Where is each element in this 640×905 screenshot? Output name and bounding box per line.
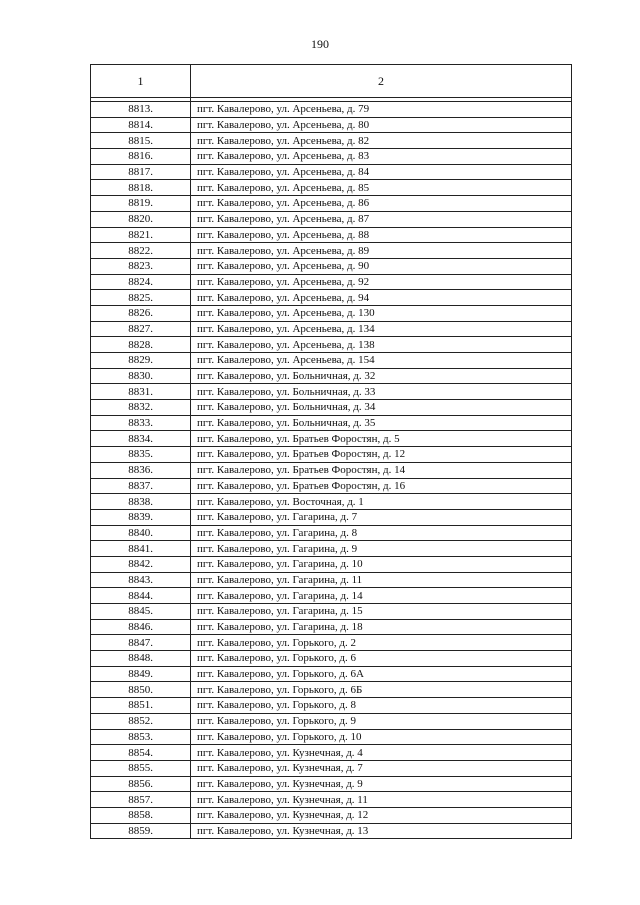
table-row xyxy=(91,258,572,274)
row-address: пгт. Кавалерово, ул. Больничная, д. 35 xyxy=(191,415,572,431)
table-row xyxy=(91,572,572,588)
row-address: пгт. Кавалерово, ул. Арсеньева, д. 134 xyxy=(191,321,572,337)
row-address: пгт. Кавалерово, ул. Горького, д. 9 xyxy=(191,713,572,729)
row-number: 8840. xyxy=(91,525,191,541)
table-row xyxy=(91,823,572,839)
row-number: 8854. xyxy=(91,745,191,761)
row-address: пгт. Кавалерово, ул. Арсеньева, д. 82 xyxy=(191,133,572,149)
row-number: 8839. xyxy=(91,509,191,525)
row-number: 8852. xyxy=(91,713,191,729)
row-address: пгт. Кавалерово, ул. Гагарина, д. 15 xyxy=(191,604,572,620)
row-number: 8837. xyxy=(91,478,191,494)
row-address: пгт. Кавалерово, ул. Гагарина, д. 14 xyxy=(191,588,572,604)
table-row xyxy=(91,149,572,165)
row-number: 8848. xyxy=(91,651,191,667)
row-address: пгт. Кавалерово, ул. Арсеньева, д. 88 xyxy=(191,227,572,243)
row-address: пгт. Кавалерово, ул. Гагарина, д. 18 xyxy=(191,619,572,635)
table-row xyxy=(91,807,572,823)
row-number: 8845. xyxy=(91,604,191,620)
table-row xyxy=(91,682,572,698)
row-number: 8857. xyxy=(91,792,191,808)
row-address: пгт. Кавалерово, ул. Горького, д. 6Б xyxy=(191,682,572,698)
table-row xyxy=(91,337,572,353)
table-row xyxy=(91,776,572,792)
table-row xyxy=(91,792,572,808)
table-row xyxy=(91,117,572,133)
row-address: пгт. Кавалерово, ул. Гагарина, д. 9 xyxy=(191,541,572,557)
page-number: 190 xyxy=(311,37,329,51)
header-column-number: 1 xyxy=(91,65,191,98)
row-address: пгт. Кавалерово, ул. Арсеньева, д. 94 xyxy=(191,290,572,306)
table-row xyxy=(91,274,572,290)
header-column-address: 2 xyxy=(191,65,572,98)
table-row xyxy=(91,290,572,306)
table-row xyxy=(91,604,572,620)
table-row xyxy=(91,760,572,776)
row-address: пгт. Кавалерово, ул. Гагарина, д. 10 xyxy=(191,556,572,572)
table-row xyxy=(91,353,572,369)
row-number: 8818. xyxy=(91,180,191,196)
row-number: 8834. xyxy=(91,431,191,447)
row-address: пгт. Кавалерово, ул. Арсеньева, д. 89 xyxy=(191,243,572,259)
table-row xyxy=(91,447,572,463)
table-row xyxy=(91,227,572,243)
row-number: 8855. xyxy=(91,760,191,776)
table-row xyxy=(91,180,572,196)
table-row xyxy=(91,133,572,149)
row-number: 8843. xyxy=(91,572,191,588)
table-row xyxy=(91,321,572,337)
row-number: 8826. xyxy=(91,305,191,321)
row-address: пгт. Кавалерово, ул. Арсеньева, д. 83 xyxy=(191,149,572,165)
row-address: пгт. Кавалерово, ул. Восточная, д. 1 xyxy=(191,494,572,510)
table-row xyxy=(91,211,572,227)
row-number: 8817. xyxy=(91,164,191,180)
row-address: пгт. Кавалерово, ул. Кузнечная, д. 12 xyxy=(191,807,572,823)
row-number: 8858. xyxy=(91,807,191,823)
row-address: пгт. Кавалерово, ул. Арсеньева, д. 87 xyxy=(191,211,572,227)
row-address: пгт. Кавалерово, ул. Больничная, д. 32 xyxy=(191,368,572,384)
row-number: 8819. xyxy=(91,196,191,212)
table-row xyxy=(91,619,572,635)
row-number: 8820. xyxy=(91,211,191,227)
row-number: 8859. xyxy=(91,823,191,839)
row-number: 8836. xyxy=(91,462,191,478)
row-address: пгт. Кавалерово, ул. Арсеньева, д. 79 xyxy=(191,102,572,118)
row-number: 8847. xyxy=(91,635,191,651)
row-address: пгт. Кавалерово, ул. Арсеньева, д. 154 xyxy=(191,353,572,369)
row-address: пгт. Кавалерово, ул. Горького, д. 6 xyxy=(191,651,572,667)
table-row xyxy=(91,478,572,494)
header-row xyxy=(91,65,572,98)
row-address: пгт. Кавалерово, ул. Кузнечная, д. 9 xyxy=(191,776,572,792)
row-address: пгт. Кавалерово, ул. Гагарина, д. 8 xyxy=(191,525,572,541)
table-row xyxy=(91,196,572,212)
address-table xyxy=(90,64,572,839)
table-row xyxy=(91,164,572,180)
row-number: 8832. xyxy=(91,400,191,416)
row-number: 8850. xyxy=(91,682,191,698)
row-number: 8825. xyxy=(91,290,191,306)
table-row xyxy=(91,525,572,541)
table-row xyxy=(91,666,572,682)
row-address: пгт. Кавалерово, ул. Братьев Форостян, д. 5 xyxy=(191,431,572,447)
row-number: 8849. xyxy=(91,666,191,682)
row-number: 8853. xyxy=(91,729,191,745)
row-address: пгт. Кавалерово, ул. Гагарина, д. 11 xyxy=(191,572,572,588)
row-address: пгт. Кавалерово, ул. Братьев Форостян, д. 14 xyxy=(191,462,572,478)
row-address: пгт. Кавалерово, ул. Арсеньева, д. 84 xyxy=(191,164,572,180)
row-number: 8831. xyxy=(91,384,191,400)
row-number: 8813. xyxy=(91,102,191,118)
table-row xyxy=(91,713,572,729)
row-address: пгт. Кавалерово, ул. Горького, д. 2 xyxy=(191,635,572,651)
table-row xyxy=(91,368,572,384)
table-row xyxy=(91,556,572,572)
row-number: 8851. xyxy=(91,698,191,714)
row-number: 8841. xyxy=(91,541,191,557)
row-number: 8838. xyxy=(91,494,191,510)
table-row xyxy=(91,651,572,667)
row-number: 8829. xyxy=(91,353,191,369)
row-address: пгт. Кавалерово, ул. Кузнечная, д. 4 xyxy=(191,745,572,761)
row-address: пгт. Кавалерово, ул. Арсеньева, д. 92 xyxy=(191,274,572,290)
row-address: пгт. Кавалерово, ул. Арсеньева, д. 86 xyxy=(191,196,572,212)
row-number: 8824. xyxy=(91,274,191,290)
table-row xyxy=(91,384,572,400)
table-row xyxy=(91,698,572,714)
row-number: 8815. xyxy=(91,133,191,149)
table-row xyxy=(91,509,572,525)
row-number: 8816. xyxy=(91,149,191,165)
row-address: пгт. Кавалерово, ул. Братьев Форостян, д. 16 xyxy=(191,478,572,494)
table-row xyxy=(91,102,572,118)
table-row xyxy=(91,745,572,761)
table-row xyxy=(91,305,572,321)
row-number: 8833. xyxy=(91,415,191,431)
table-header xyxy=(91,65,572,98)
table-row xyxy=(91,415,572,431)
row-address: пгт. Кавалерово, ул. Арсеньева, д. 80 xyxy=(191,117,572,133)
table-row xyxy=(91,588,572,604)
table-row xyxy=(91,494,572,510)
table-row xyxy=(91,462,572,478)
row-number: 8844. xyxy=(91,588,191,604)
row-address: пгт. Кавалерово, ул. Арсеньева, д. 138 xyxy=(191,337,572,353)
table-row xyxy=(91,729,572,745)
row-address: пгт. Кавалерово, ул. Горького, д. 10 xyxy=(191,729,572,745)
row-address: пгт. Кавалерово, ул. Арсеньева, д. 85 xyxy=(191,180,572,196)
row-address: пгт. Кавалерово, ул. Гагарина, д. 7 xyxy=(191,509,572,525)
row-number: 8835. xyxy=(91,447,191,463)
row-address: пгт. Кавалерово, ул. Арсеньева, д. 90 xyxy=(191,258,572,274)
row-address: пгт. Кавалерово, ул. Кузнечная, д. 7 xyxy=(191,760,572,776)
row-number: 8827. xyxy=(91,321,191,337)
row-number: 8822. xyxy=(91,243,191,259)
row-address: пгт. Кавалерово, ул. Арсеньева, д. 130 xyxy=(191,305,572,321)
row-address: пгт. Кавалерово, ул. Кузнечная, д. 11 xyxy=(191,792,572,808)
row-number: 8821. xyxy=(91,227,191,243)
row-address: пгт. Кавалерово, ул. Горького, д. 6А xyxy=(191,666,572,682)
table-body xyxy=(91,98,572,839)
row-number: 8846. xyxy=(91,619,191,635)
row-address: пгт. Кавалерово, ул. Братьев Форостян, д. 12 xyxy=(191,447,572,463)
table-row xyxy=(91,431,572,447)
row-number: 8823. xyxy=(91,258,191,274)
table-row xyxy=(91,541,572,557)
row-number: 8828. xyxy=(91,337,191,353)
table-row xyxy=(91,243,572,259)
row-number: 8842. xyxy=(91,556,191,572)
row-number: 8814. xyxy=(91,117,191,133)
row-address: пгт. Кавалерово, ул. Кузнечная, д. 13 xyxy=(191,823,572,839)
table-row xyxy=(91,635,572,651)
row-address: пгт. Кавалерово, ул. Горького, д. 8 xyxy=(191,698,572,714)
table-row xyxy=(91,400,572,416)
row-address: пгт. Кавалерово, ул. Больничная, д. 34 xyxy=(191,400,572,416)
row-number: 8830. xyxy=(91,368,191,384)
row-address: пгт. Кавалерово, ул. Больничная, д. 33 xyxy=(191,384,572,400)
row-number: 8856. xyxy=(91,776,191,792)
